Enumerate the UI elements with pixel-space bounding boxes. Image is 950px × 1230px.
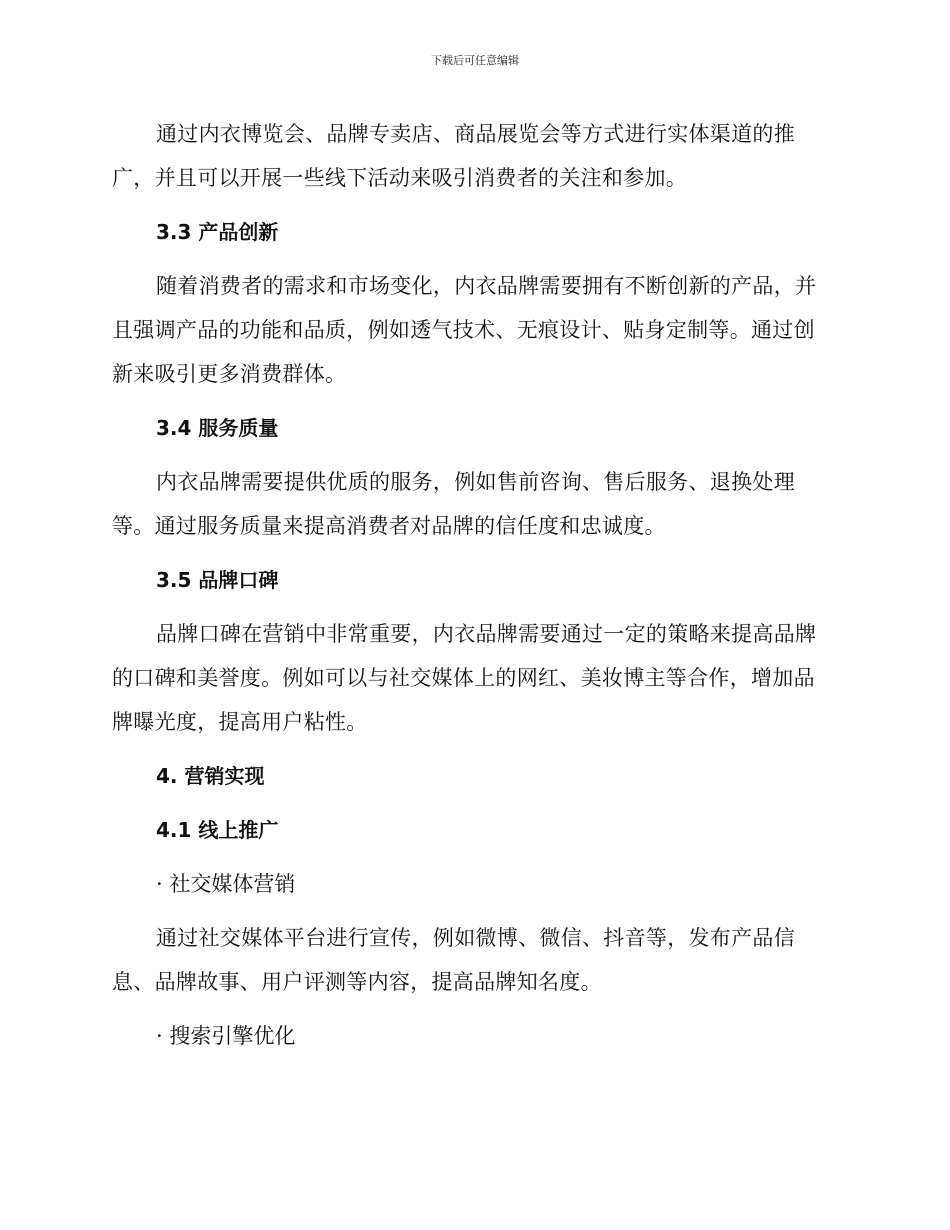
paragraph-social-media: 通过社交媒体平台进行宣传，例如微博、微信、抖音等，发布产品信息、品牌故事、用户评测等内容，提高品牌知名度。: [112, 926, 795, 994]
spacer: [112, 200, 832, 210]
spacer: [112, 906, 832, 916]
heading-4-1: 4.1 线上推广: [156, 818, 279, 842]
spacer: [112, 450, 832, 460]
heading-3-5: 3.5 品牌口碑: [156, 568, 279, 592]
paragraph-product-innovation: 随着消费者的需求和市场变化，内衣品牌需要拥有不断创新的产品，并且强调产品的功能和品质，例如透气技术、无痕设计、贴身定制等。通过创新来吸引更多消费群体。: [112, 274, 817, 386]
spacer: [112, 602, 832, 612]
heading-3-3: 3.3 产品创新: [156, 220, 279, 244]
spacer: [112, 798, 832, 808]
bullet-seo: · 搜索引擎优化: [156, 1024, 296, 1048]
bullet-social-media: · 社交媒体营销: [156, 872, 296, 896]
heading-3-4: 3.4 服务质量: [156, 416, 279, 440]
spacer: [112, 396, 832, 406]
spacer: [112, 548, 832, 558]
heading-4: 4. 营销实现: [156, 764, 265, 788]
spacer: [112, 1004, 832, 1014]
paragraph-brand-reputation: 品牌口碑在营销中非常重要，内衣品牌需要通过一定的策略来提高品牌的口碑和美誉度。例如可以与社交媒体上的网红、美妆博主等合作，增加品牌曝光度，提高用户粘性。: [112, 622, 817, 734]
page-content: [112, 112, 832, 1058]
paragraph-offline-channels: 通过内衣博览会、品牌专卖店、商品展览会等方式进行实体渠道的推广，并且可以开展一些线下活动来吸引消费者的关注和参加。: [112, 122, 795, 190]
spacer: [112, 852, 832, 862]
spacer: [112, 254, 832, 264]
page-header: 下载后可任意编辑: [431, 54, 519, 67]
paragraph-service-quality: 内衣品牌需要提供优质的服务，例如售前咨询、售后服务、退换处理等。通过服务质量来提高消费者对品牌的信任度和忠诚度。: [112, 470, 795, 538]
spacer: [112, 744, 832, 754]
